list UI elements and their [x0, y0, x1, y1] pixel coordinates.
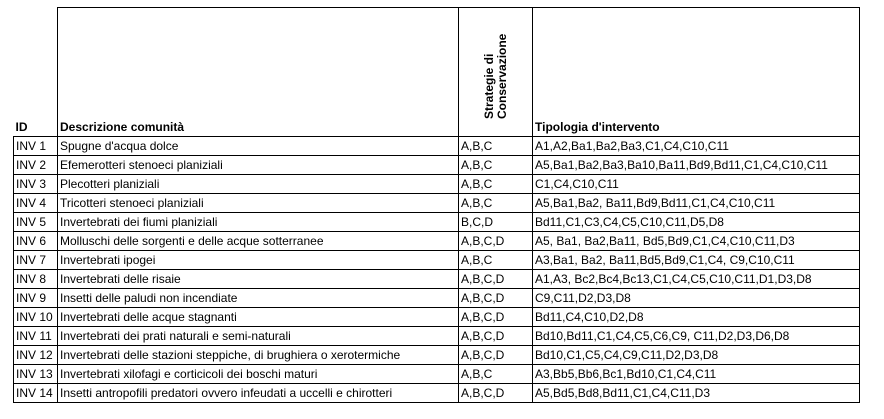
cell-id[interactable]: INV 3: [14, 175, 58, 194]
cell-strategie[interactable]: A,B,C,D: [459, 384, 533, 403]
cell-descrizione[interactable]: Efemerotteri stenoeci planiziali: [58, 156, 459, 175]
cell-id[interactable]: INV 1: [14, 137, 58, 156]
cell-strategie[interactable]: A,B,C,D: [459, 270, 533, 289]
table-row: [14, 289, 860, 308]
table-row: [14, 365, 860, 384]
header-descrizione: Descrizione comunità: [58, 8, 459, 137]
cell-descrizione[interactable]: Invertebrati xilofagi e corticicoli dei boschi maturi: [58, 365, 459, 384]
table-row: [14, 175, 860, 194]
cell-tipologia[interactable]: A5,Ba1,Ba2, Ba11,Bd9,Bd11,C1,C4,C10,C11: [533, 194, 860, 213]
cell-strategie[interactable]: A,B,C,D: [459, 327, 533, 346]
cell-strategie[interactable]: A,B,C,D: [459, 289, 533, 308]
cell-strategie[interactable]: A,B,C: [459, 137, 533, 156]
cell-strategie[interactable]: A,B,C,D: [459, 346, 533, 365]
cell-id[interactable]: INV 13: [14, 365, 58, 384]
table-row: [14, 213, 860, 232]
cell-descrizione[interactable]: Invertebrati ipogei: [58, 251, 459, 270]
cell-descrizione[interactable]: Spugne d'acqua dolce: [58, 137, 459, 156]
spreadsheet-table: [13, 7, 860, 403]
cell-descrizione[interactable]: Plecotteri planiziali: [58, 175, 459, 194]
cell-descrizione[interactable]: Invertebrati dei prati naturali e semi-naturali: [58, 327, 459, 346]
cell-tipologia[interactable]: A3,Ba1, Ba2, Ba11,Bd5,Bd9,C1,C4, C9,C10,C11: [533, 251, 860, 270]
cell-tipologia[interactable]: A5,Ba1,Ba2,Ba3,Ba10,Ba11,Bd9,Bd11,C1,C4,C10,C11: [533, 156, 860, 175]
cell-strategie[interactable]: A,B,C: [459, 251, 533, 270]
cell-id[interactable]: INV 2: [14, 156, 58, 175]
cell-tipologia[interactable]: A1,A2,Ba1,Ba2,Ba3,C1,C4,C10,C11: [533, 137, 860, 156]
cell-id[interactable]: INV 11: [14, 327, 58, 346]
cell-id[interactable]: INV 8: [14, 270, 58, 289]
cell-id[interactable]: INV 10: [14, 308, 58, 327]
cell-tipologia[interactable]: Bd10,Bd11,C1,C4,C5,C6,C9, C11,D2,D3,D6,D8: [533, 327, 860, 346]
table-row: [14, 232, 860, 251]
cell-descrizione[interactable]: Invertebrati delle risaie: [58, 270, 459, 289]
cell-id[interactable]: INV 4: [14, 194, 58, 213]
cell-tipologia[interactable]: A5,Bd5,Bd8,Bd11,C1,C4,C11,D3: [533, 384, 860, 403]
cell-tipologia[interactable]: A5, Ba1, Ba2,Ba11, Bd5,Bd9,C1,C4,C10,C11,D3: [533, 232, 860, 251]
cell-descrizione[interactable]: Invertebrati delle stazioni steppiche, di brughiera o xerotermiche: [58, 346, 459, 365]
cell-id[interactable]: INV 12: [14, 346, 58, 365]
cell-strategie[interactable]: B,C,D: [459, 213, 533, 232]
cell-id[interactable]: INV 6: [14, 232, 58, 251]
cell-descrizione[interactable]: Insetti antropofili predatori ovvero infeudati a uccelli e chirotteri: [58, 384, 459, 403]
cell-strategie[interactable]: A,B,C: [459, 156, 533, 175]
table-row: [14, 194, 860, 213]
header-id: ID: [14, 8, 58, 137]
header-strategie-label: Strategie di Conservazione: [481, 33, 509, 119]
cell-strategie[interactable]: A,B,C: [459, 175, 533, 194]
table-row: [14, 137, 860, 156]
cell-descrizione[interactable]: Invertebrati delle acque stagnanti: [58, 308, 459, 327]
cell-id[interactable]: INV 9: [14, 289, 58, 308]
cell-tipologia[interactable]: Bd11,C1,C3,C4,C5,C10,C11,D5,D8: [533, 213, 860, 232]
cell-id[interactable]: INV 7: [14, 251, 58, 270]
header-tipologia: Tipologia d'intervento: [533, 8, 860, 137]
cell-descrizione[interactable]: Tricotteri stenoeci planiziali: [58, 194, 459, 213]
cell-tipologia[interactable]: C9,C11,D2,D3,D8: [533, 289, 860, 308]
cell-descrizione[interactable]: Molluschi delle sorgenti e delle acque sotterranee: [58, 232, 459, 251]
cell-tipologia[interactable]: Bd11,C4,C10,D2,D8: [533, 308, 860, 327]
cell-id[interactable]: INV 14: [14, 384, 58, 403]
cell-descrizione[interactable]: Insetti delle paludi non incendiate: [58, 289, 459, 308]
table-row: [14, 156, 860, 175]
cell-strategie[interactable]: A,B,C,D: [459, 232, 533, 251]
cell-tipologia[interactable]: A3,Bb5,Bb6,Bc1,Bd10,C1,C4,C11: [533, 365, 860, 384]
cell-tipologia[interactable]: Bd10,C1,C5,C4,C9,C11,D2,D3,D8: [533, 346, 860, 365]
cell-id[interactable]: INV 5: [14, 213, 58, 232]
cell-strategie[interactable]: A,B,C: [459, 194, 533, 213]
table-row: [14, 308, 860, 327]
table-row: [14, 270, 860, 289]
header-strategie: [459, 8, 533, 137]
table-row: [14, 346, 860, 365]
table-row: [14, 251, 860, 270]
cell-strategie[interactable]: A,B,C: [459, 365, 533, 384]
cell-descrizione[interactable]: Invertebrati dei fiumi planiziali: [58, 213, 459, 232]
table-row: [14, 327, 860, 346]
cell-tipologia[interactable]: A1,A3, Bc2,Bc4,Bc13,C1,C4,C5,C10,C11,D1,D3,D8: [533, 270, 860, 289]
table-row: [14, 384, 860, 403]
header-row: [14, 8, 860, 137]
cell-strategie[interactable]: A,B,C,D: [459, 308, 533, 327]
table-body: [14, 137, 860, 403]
cell-tipologia[interactable]: C1,C4,C10,C11: [533, 175, 860, 194]
